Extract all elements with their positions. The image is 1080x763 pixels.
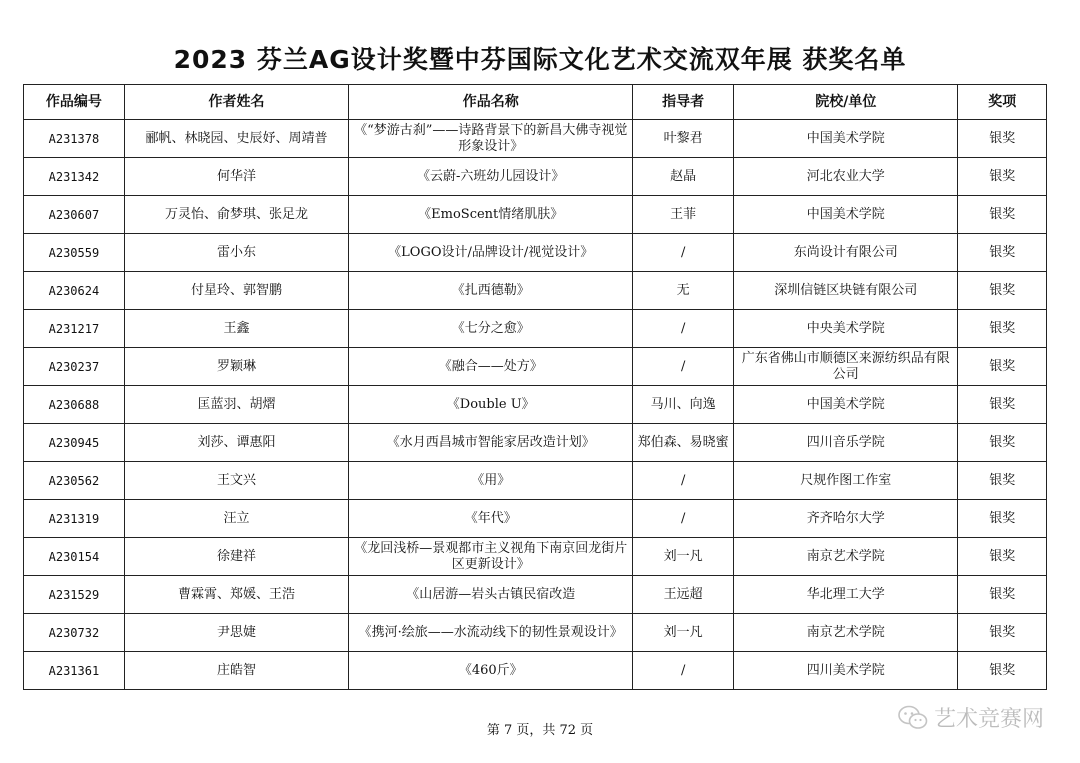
work-id-cell: A231342	[24, 158, 125, 196]
institution-cell: 南京艺术学院	[734, 614, 958, 652]
table-row	[24, 158, 1047, 196]
table-row	[24, 348, 1047, 386]
authors-cell: 庄皓智	[124, 652, 348, 690]
advisor-cell: 赵晶	[633, 158, 734, 196]
header-institution: 院校/单位	[734, 85, 958, 120]
authors-cell: 尹思婕	[124, 614, 348, 652]
authors-cell: 王文兴	[124, 462, 348, 500]
award-cell: 银奖	[958, 462, 1047, 500]
advisor-cell: 刘一凡	[633, 538, 734, 576]
work-id-cell: A231217	[24, 310, 125, 348]
award-cell: 银奖	[958, 310, 1047, 348]
page-title: 2023 芬兰AG设计奖暨中芬国际文化艺术交流双年展 获奖名单	[173, 45, 907, 74]
award-cell: 银奖	[958, 272, 1047, 310]
award-cell: 银奖	[958, 500, 1047, 538]
institution-cell: 四川美术学院	[734, 652, 958, 690]
work-id-cell: A230237	[24, 348, 125, 386]
table-row	[24, 234, 1047, 272]
table-header-row	[24, 85, 1047, 120]
header-work-title: 作品名称	[349, 85, 633, 120]
institution-cell: 齐齐哈尔大学	[734, 500, 958, 538]
work-id-cell: A230624	[24, 272, 125, 310]
advisor-cell: /	[633, 652, 734, 690]
institution-cell: 中国美术学院	[734, 196, 958, 234]
work-id-cell: A231319	[24, 500, 125, 538]
work-title-cell: 《Double U》	[349, 386, 633, 424]
table-row	[24, 614, 1047, 652]
award-cell: 银奖	[958, 576, 1047, 614]
work-title-cell: 《山居游—岩头古镇民宿改造	[349, 576, 633, 614]
authors-cell: 王鑫	[124, 310, 348, 348]
header-award: 奖项	[958, 85, 1047, 120]
work-id-cell: A230732	[24, 614, 125, 652]
authors-cell: 曹霖霄、郑媛、王浩	[124, 576, 348, 614]
institution-cell: 深圳信链区块链有限公司	[734, 272, 958, 310]
advisor-cell: 无	[633, 272, 734, 310]
work-id-cell: A230688	[24, 386, 125, 424]
award-cell: 银奖	[958, 386, 1047, 424]
authors-cell: 万灵怡、俞梦琪、张足龙	[124, 196, 348, 234]
work-id-cell: A230562	[24, 462, 125, 500]
authors-cell: 徐建祥	[124, 538, 348, 576]
advisor-cell: /	[633, 234, 734, 272]
institution-cell: 尺规作图工作室	[734, 462, 958, 500]
work-title-cell: 《年代》	[349, 500, 633, 538]
award-cell: 银奖	[958, 614, 1047, 652]
institution-cell: 中央美术学院	[734, 310, 958, 348]
table-row	[24, 462, 1047, 500]
advisor-cell: 叶黎君	[633, 120, 734, 158]
award-cell: 银奖	[958, 538, 1047, 576]
work-id-cell: A230559	[24, 234, 125, 272]
work-title-cell: 《“梦游古刹”——诗路背景下的新昌大佛寺视觉形象设计》	[349, 120, 633, 158]
authors-cell: 郦帆、林晓园、史辰妤、周靖普	[124, 120, 348, 158]
advisor-cell: /	[633, 500, 734, 538]
advisor-cell: /	[633, 310, 734, 348]
work-title-cell: 《LOGO设计/品牌设计/视觉设计》	[349, 234, 633, 272]
advisor-cell: /	[633, 462, 734, 500]
work-title-cell: 《扎西德勒》	[349, 272, 633, 310]
award-table	[23, 84, 1047, 690]
advisor-cell: 刘一凡	[633, 614, 734, 652]
award-cell: 银奖	[958, 234, 1047, 272]
wechat-icon	[898, 705, 928, 731]
table-row	[24, 424, 1047, 462]
work-title-cell: 《携河·绘旅——水流动线下的韧性景观设计》	[349, 614, 633, 652]
work-title-cell: 《云蔚-六班幼儿园设计》	[349, 158, 633, 196]
institution-cell: 华北理工大学	[734, 576, 958, 614]
work-title-cell: 《460斤》	[349, 652, 633, 690]
table-row	[24, 196, 1047, 234]
header-work-id: 作品编号	[24, 85, 125, 120]
authors-cell: 付星玲、郭智鹏	[124, 272, 348, 310]
advisor-cell: 郑伯森、易晓蜜	[633, 424, 734, 462]
institution-cell: 中国美术学院	[734, 120, 958, 158]
page-footer: 第 7 页，共 72 页	[486, 723, 594, 738]
institution-cell: 中国美术学院	[734, 386, 958, 424]
award-cell: 银奖	[958, 652, 1047, 690]
advisor-cell: /	[633, 348, 734, 386]
work-title-cell: 《融合——处方》	[349, 348, 633, 386]
institution-cell: 广东省佛山市顺德区来源纺织品有限公司	[734, 348, 958, 386]
award-cell: 银奖	[958, 158, 1047, 196]
institution-cell: 东尚设计有限公司	[734, 234, 958, 272]
table-row	[24, 500, 1047, 538]
work-id-cell: A231361	[24, 652, 125, 690]
work-id-cell: A230945	[24, 424, 125, 462]
work-title-cell: 《EmoScent情绪肌肤》	[349, 196, 633, 234]
advisor-cell: 马川、向逸	[633, 386, 734, 424]
advisor-cell: 王菲	[633, 196, 734, 234]
institution-cell: 四川音乐学院	[734, 424, 958, 462]
header-author-names: 作者姓名	[124, 85, 348, 120]
work-id-cell: A231378	[24, 120, 125, 158]
authors-cell: 罗颖琳	[124, 348, 348, 386]
work-id-cell: A230154	[24, 538, 125, 576]
watermark	[898, 702, 1044, 733]
authors-cell: 何华洋	[124, 158, 348, 196]
authors-cell: 汪立	[124, 500, 348, 538]
authors-cell: 刘莎、谭惠阳	[124, 424, 348, 462]
award-cell: 银奖	[958, 424, 1047, 462]
work-id-cell: A231529	[24, 576, 125, 614]
table-row	[24, 576, 1047, 614]
watermark-text: 艺术竞赛网	[933, 707, 1044, 732]
authors-cell: 雷小东	[124, 234, 348, 272]
advisor-cell: 王远超	[633, 576, 734, 614]
work-title-cell: 《七分之愈》	[349, 310, 633, 348]
work-title-cell: 《龙回浅桥—景观都市主义视角下南京回龙街片区更新设计》	[349, 538, 633, 576]
award-cell: 银奖	[958, 120, 1047, 158]
work-title-cell: 《水月西昌城市智能家居改造计划》	[349, 424, 633, 462]
work-title-cell: 《用》	[349, 462, 633, 500]
award-cell: 银奖	[958, 348, 1047, 386]
table-row	[24, 652, 1047, 690]
institution-cell: 南京艺术学院	[734, 538, 958, 576]
authors-cell: 匡蓝羽、胡熠	[124, 386, 348, 424]
work-id-cell: A230607	[24, 196, 125, 234]
table-row	[24, 120, 1047, 158]
institution-cell: 河北农业大学	[734, 158, 958, 196]
table-row	[24, 386, 1047, 424]
table-row	[24, 272, 1047, 310]
header-advisor: 指导者	[633, 85, 734, 120]
award-cell: 银奖	[958, 196, 1047, 234]
table-row	[24, 310, 1047, 348]
table-row	[24, 538, 1047, 576]
